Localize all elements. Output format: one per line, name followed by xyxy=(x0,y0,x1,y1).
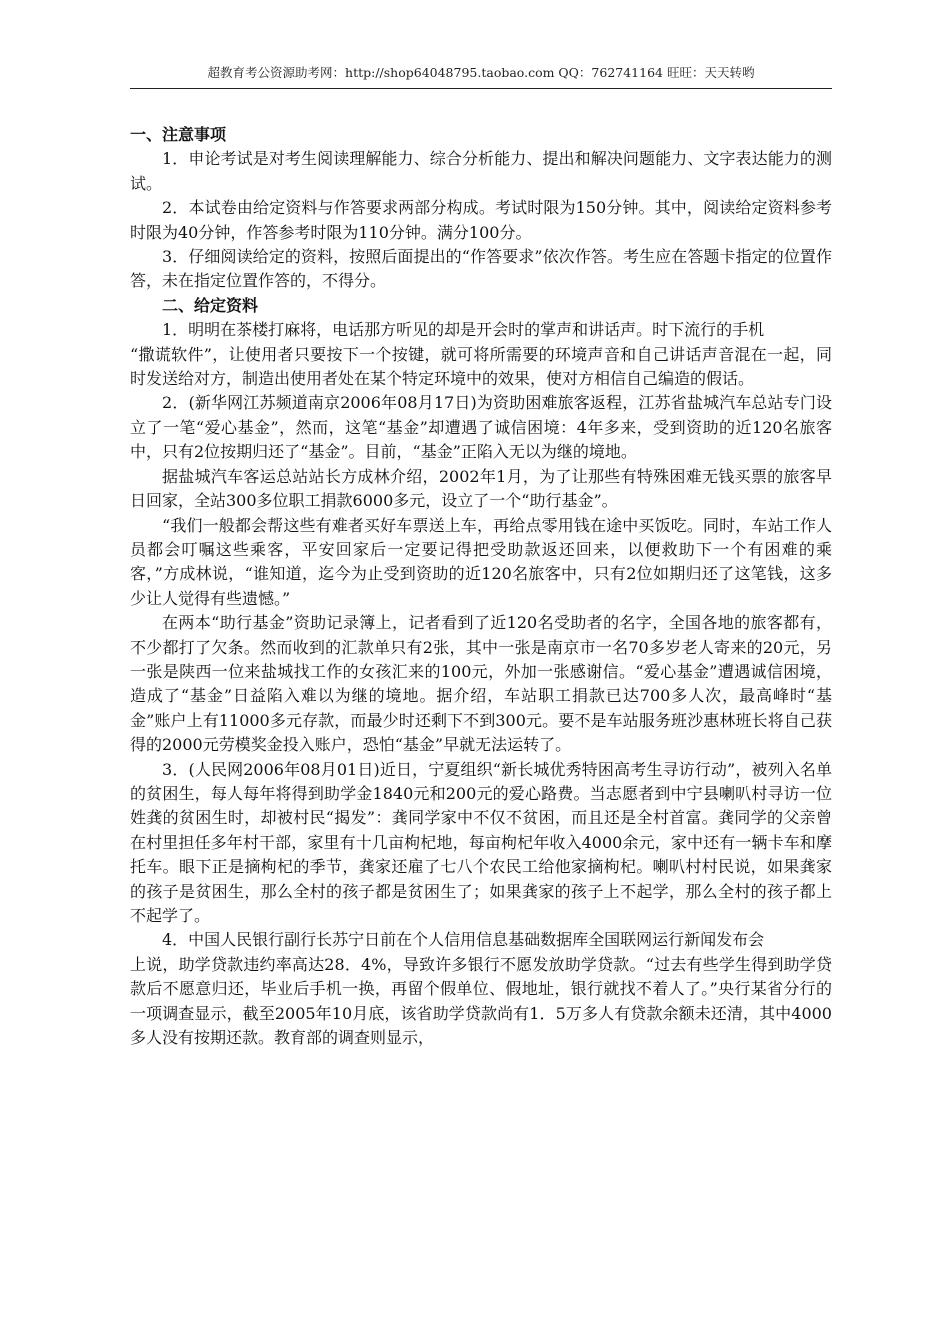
header-rule xyxy=(130,88,832,89)
notice-item-2: 2．本试卷由给定资料与作答要求两部分构成。考试时限为150分钟。其中，阅读给定资料参考时限为40分钟，作答参考时限为110分钟。满分100分。 xyxy=(130,198,832,242)
material-3: 3．(人民网2006年08月01日)近日，宁夏组织“新长城优秀特困高考生寻访行动”，被列入名单的贫困生，每人每年将得到助学金1840元和200元的爱心路费。当志愿者到中宁县喇叭村寻访一位姓龚的贫困生时，却被村民“揭发”：龚同学家中不仅不贫困，而且还是全村首富。龚同学的父亲曾在村里担任多年村干部，家里有十几亩枸杞地，每亩枸杞年收入4000余元，家中还有一辆卡车和摩托车。眼下正是摘枸杞的季节，龚家还雇了七八个农民工给他家摘枸杞。喇叭村村民说，如果龚家的孩子是贫困生，那么全村的孩子都是贫困生了；如果龚家的孩子上不起学，那么全村的孩子都上不起学了。 xyxy=(130,759,832,925)
material-2-quote: “我们一般都会帮这些有难者买好车票送上车，再给点零用钱在途中买饭吃。同时，车站工作人员都会叮嘱这些乘客，平安回家后一定要记得把受助款返还回来，以便救助下一个有困难的乘客，”方成林说，“谁知道，迄今为止受到资助的近120名旅客中，只有2位如期归还了这笔钱，这多少让人觉得有些遗憾。” xyxy=(130,515,832,608)
material-1-body: “撒谎软件”，让使用者只要按下一个按键，就可将所需要的环境声音和自己讲话声音混在一起，同时发送给对方，制造出使用者处在某个特定环境中的效果，使对方相信自己编造的假话。 xyxy=(130,344,832,389)
material-4-line-1: 4．中国人民银行副行长苏宁日前在个人信用信息基础数据库全国联网运行新闻发布会 xyxy=(162,930,765,950)
material-2-intro: 2．(新华网江苏频道南京2006年08月17日)为资助困难旅客返程，江苏省盐城汽车总站专门设立了一笔“爱心基金”，然而，这笔“基金”却遭遇了诚信困境：4年多来，受到资助的近120名旅客中，只有2位按期归还了“基金”。目前，“基金”正陷入无以为继的境地。 xyxy=(130,393,832,462)
material-1-line-1: 1．明明在茶楼打麻将，电话那方听见的却是开会时的掌声和讲话声。时下流行的手机 xyxy=(162,320,765,340)
page-header: 超教育考公资源助考网：http://shop64048795.taobao.com QQ：762741164 旺旺：天天转哟 xyxy=(207,65,755,80)
notice-item-3: 3．仔细阅读给定的资料，按照后面提出的“作答要求”依次作答。考生应在答题卡指定的位置作答，未在指定位置作答的，不得分。 xyxy=(130,247,832,291)
notice-item-1: 1．申论考试是对考生阅读理解能力、综合分析能力、提出和解决问题能力、文字表达能力的测试。 xyxy=(130,149,832,193)
section-title-notice: 一、注意事项 xyxy=(130,125,227,144)
material-4-body: 上说，助学贷款违约率高达28．4%，导致许多银行不愿发放助学贷款。“过去有些学生得到助学贷款后不愿意归还，毕业后手机一换，再留个假单位、假地址，银行就找不着人了。”央行某省分行的一项调查显示，截至2005年10月底，该省助学贷款尚有1．5万多人有贷款余额未还清，其中4000多人没有按期还款。教育部的调查则显示， xyxy=(130,954,832,1048)
material-2-para-4: 在两本“助行基金”资助记录簿上，记者看到了近120名受助者的名字，全国各地的旅客都有，不少都打了欠条。然而收到的汇款单只有2张，其中一张是南京市一名70多岁老人寄来的20元，另一张是陕西一位来盐城找工作的女孩汇来的100元，外加一张感谢信。“爱心基金”遭遇诚信困境，造成了“基金”日益陷入难以为继的境地。据介绍，车站职工捐款已达700多人次，最高峰时“基金”账户上有11000多元存款，而最少时还剩下不到300元。要不是车站服务班沙惠林班长将自己获得的2000元劳模奖金投入账户，恐怕“基金”早就无法运转了。 xyxy=(130,613,832,755)
material-2-para-2: 据盐城汽车客运总站站长方成林介绍，2002年1月，为了让那些有特殊困难无钱买票的旅客早日回家，全站300多位职工捐款6000多元，设立了一个“助行基金”。 xyxy=(130,466,832,511)
document-body xyxy=(130,123,832,1050)
section-title-materials: 二、给定资料 xyxy=(162,295,259,315)
